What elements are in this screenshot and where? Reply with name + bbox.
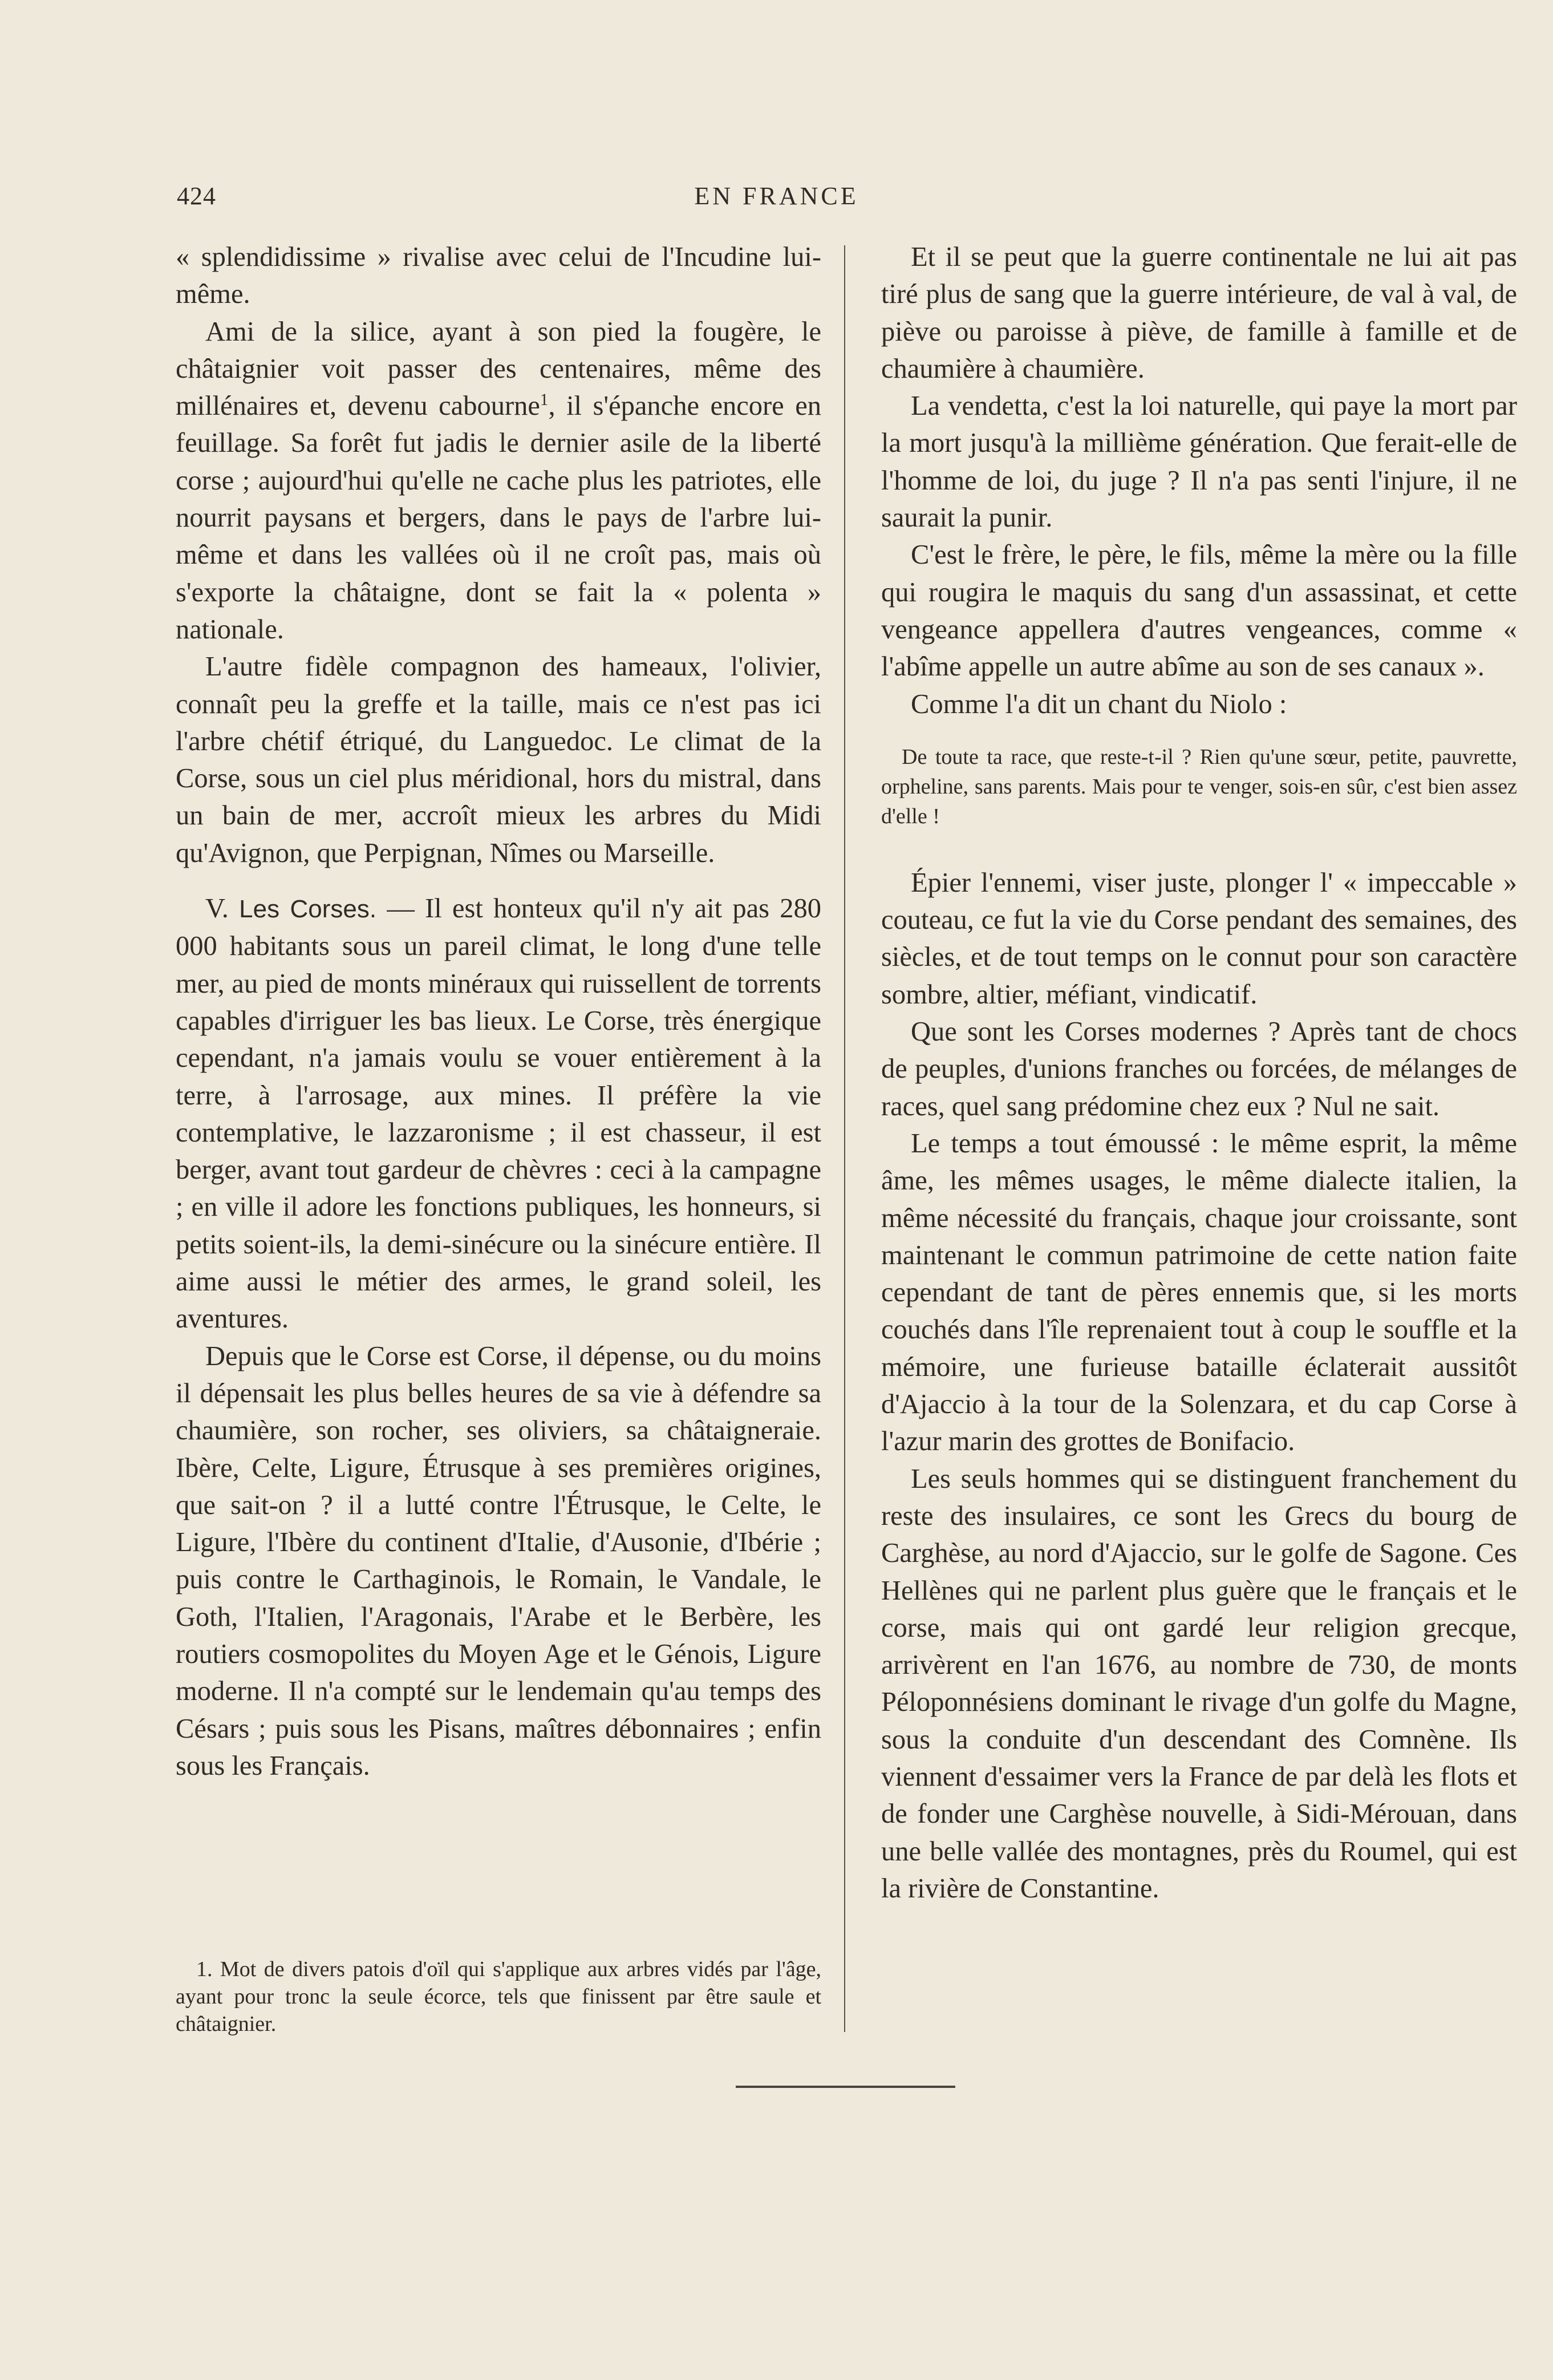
paragraph: Que sont les Corses modernes ? Après tant de chocs de peuples, d'unions franches ou forcées, de mélanges de races, quel sang prédomine chez eux ? Nul ne sait. [881,1017,1517,1122]
footnote-ref: 1 [540,391,549,410]
running-title: EN FRANCE [694,182,859,210]
paragraph: Et il se peut que la guerre continentale ne lui ait pas tiré plus de sang que la guerre intérieure, de val à val, de piève ou paroisse à piève, de famille à famille et de chaumière à chaumière. [881,242,1517,384]
section-label: V. [205,893,229,924]
end-rule [736,2086,955,2088]
left-column [176,238,821,1784]
footnote [176,1956,821,2038]
paragraph: Depuis que le Corse est Corse, il dépense, ou du moins il dépensait les plus belles heures de sa vie à défendre sa chaumière, son rocher, ses oliviers, sa châtaigneraie. Ibère, Celte, Ligure, Étrusque à ses premières origines, que sait-on ? il a lutté contre l'Étrusque, le Celte, le Ligure, l'Ibère du continent d'Italie, d'Ausonie, d'Ibérie ; puis contre le Carthaginois, le Romain, le Vandale, le Goth, l'Italien, l'Aragonais, l'Arabe et le Berbère, les routiers cosmopolites du Moyen Age et le Génois, Ligure moderne. Il n'a compté sur le lendemain qu'au temps des Césars ; puis sous les Pisans, maîtres débonnaires ; enfin sous les Français. [176,1341,821,1781]
page-header [171,181,1382,216]
page-number: 424 [177,182,216,210]
section-title: Les Corses. [239,895,377,924]
paragraph: Épier l'ennemi, viser juste, plonger l' « impeccable » couteau, ce fut la vie du Corse pendant des semaines, des siècles, et de tout temps on le connut pour son caractère sombre, altier, méfiant, vindicatif. [881,867,1517,1010]
column-divider [844,245,845,2032]
paragraph [176,313,821,649]
paragraph: « splendidissime » rivalise avec celui de l'Incudine lui-même. [176,242,821,310]
section-paragraph [176,890,821,1338]
paragraph: La vendetta, c'est la loi naturelle, qui paye la mort par la mort jusqu'à la millième génération. Que ferait-elle de l'homme de loi, du juge ? Il n'a pas senti l'injure, il ne saurait la punir. [881,391,1517,533]
song-quote: De toute ta race, que reste-t-il ? Rien qu'une sœur, petite, pauvrette, orpheline, sans parents. Mais pour te venger, sois-en sûr, c'est bien assez d'elle ! [881,744,1517,828]
paragraph-text: , il s'épanche encore en feuillage. Sa forêt fut jadis le dernier asile de la liberté corse ; aujourd'hui qu'elle ne cache plus les patriotes, elle nourrit paysans et bergers, dans le pays de l'arbre lui-même et dans les vallées où il ne croît pas, mais où s'exporte la châtaigne, dont se fait la « polenta » nationale. [176,391,821,645]
paragraph: Les seuls hommes qui se distinguent franchement du reste des insulaires, ce sont les Grecs du bourg de Carghèse, au nord d'Ajaccio, sur le golfe de Sagone. Ces Hellènes qui ne parlent plus guère que le français et le corse, mais qui ont gardé leur religion grecque, arrivèrent en l'an 1676, au nombre de 730, de monts Péloponnésiens dominant le rivage d'un golfe du Magne, sous la conduite d'un descendant des Comnène. Ils viennent d'essaimer vers la France de par delà les flots et de fonder une Carghèse nouvelle, à Sidi-Mérouan, dans une belle vallée des montagnes, près du Roumel, qui est la rivière de Constantine. [881,1463,1517,1904]
right-column [881,238,1517,1907]
paragraph-text: — Il est honteux qu'il n'y ait pas 280 000 habitants sous un pareil climat, le long d'une telle mer, au pied de monts minéraux qui ruissellent de torrents capables d'irriguer les bas lieux. Le Corse, très énergique cependant, n'a jamais voulu se vouer entièrement à la terre, à l'arrosage, aux mines. Il préfère la vie contemplative, le lazzaronisme ; il est chasseur, il est berger, avant tout gardeur de chèvres : ceci à la campagne ; en ville il adore les fonctions publiques, les honneurs, si petits soient-ils, la demi-sinécure ou la sinécure entière. Il aime aussi le métier des armes, le grand soleil, les aventures. [176,893,822,1334]
paragraph-text: Ami de la silice, ayant à son pied la fougère, le châtaignier voit passer des centenaires, même des millénaires et, devenu cabourne [176,316,821,422]
paragraph: L'autre fidèle compagnon des hameaux, l'olivier, connaît peu la greffe et la taille, mais ce n'est pas ici l'arbre chétif étriqué, du Languedoc. Le climat de la Corse, sous un ciel plus méridional, hors du mistral, dans un bain de mer, accroît mieux les arbres du Midi qu'Avignon, que Perpignan, Nîmes ou Marseille. [176,651,821,868]
paragraph: Le temps a tout émoussé : le même esprit, la même âme, les mêmes usages, le même dialecte italien, la même nécessité du français, chaque jour croissante, sont maintenant le commun patrimoine de cette nation faite cependant de tant de pères ennemis que, si les morts couchés dans l'île reprenaient tout à coup le souffle et la mémoire, une furieuse bataille éclaterait aussitôt d'Ajaccio à la tour de la Solenzara, et du cap Corse à l'azur marin des grottes de Bonifacio. [881,1128,1517,1457]
paragraph: C'est le frère, le père, le fils, même la mère ou la fille qui rougira le maquis du sang d'un assassinat, et cette vengeance appellera d'autres vengeances, comme « l'abîme appelle un autre abîme au son de ses canaux ». [881,540,1517,682]
paragraph: Comme l'a dit un chant du Niolo : [911,689,1287,719]
footnote-text: 1. Mot de divers patois d'oïl qui s'applique aux arbres vidés par l'âge, ayant pour tronc la seule écorce, tels que finissent par être saule et châtaignier. [176,1957,821,2036]
